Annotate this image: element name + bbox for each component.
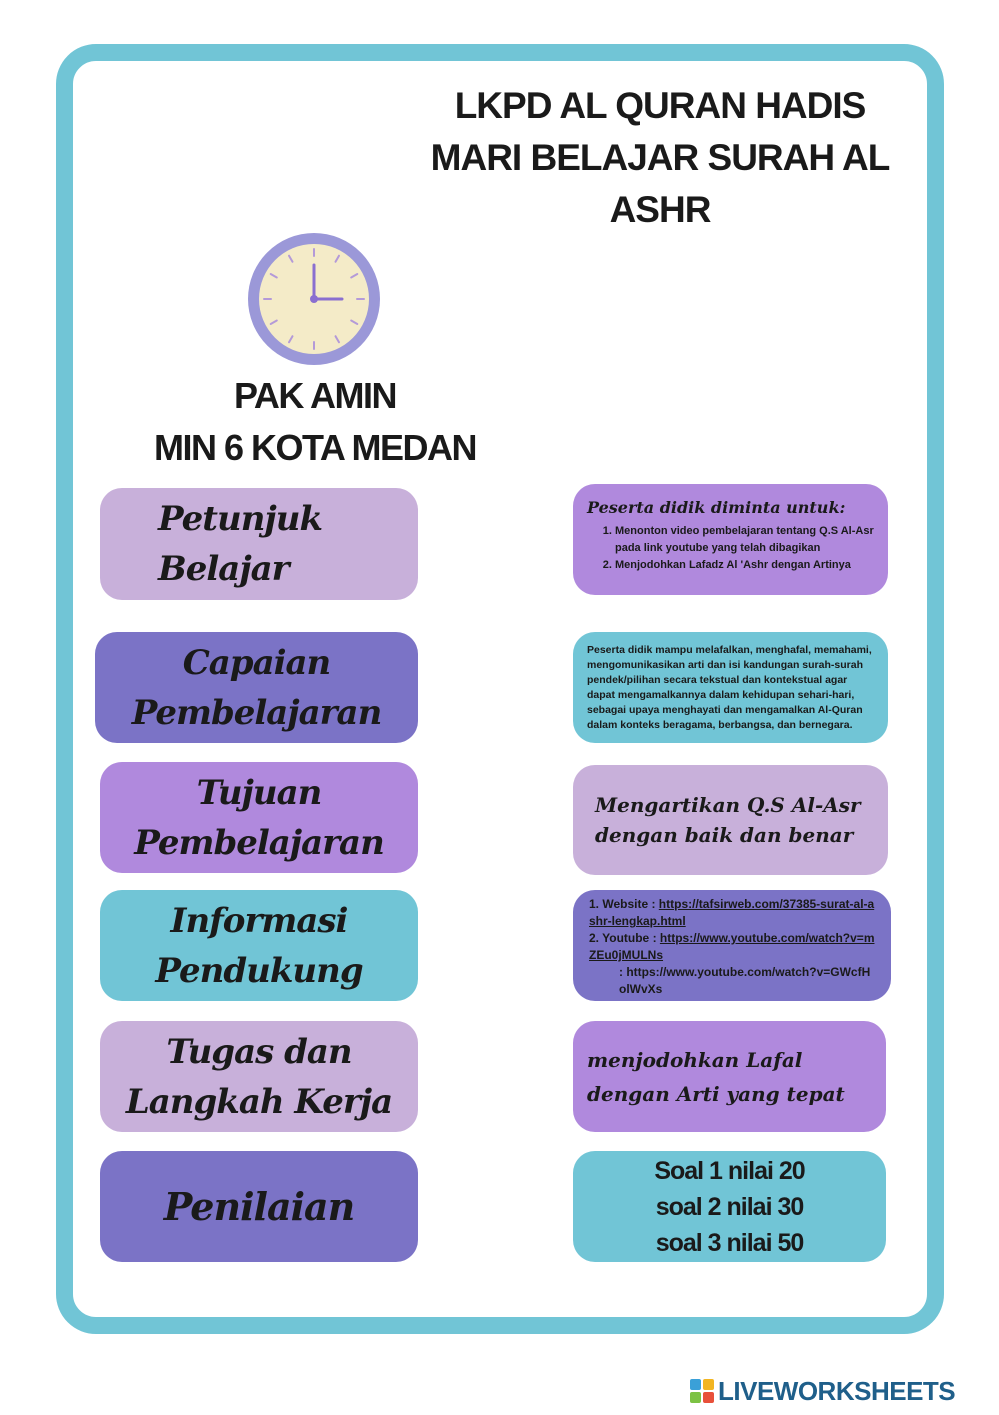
- score-line: soal 2 nilai 30: [655, 1192, 804, 1221]
- label-line: Capaian: [182, 642, 331, 683]
- label-penilaian: [100, 1151, 418, 1262]
- label-petunjuk-belajar: [100, 488, 418, 600]
- watermark: [690, 1376, 955, 1406]
- teacher-info: [110, 370, 520, 474]
- website-link[interactable]: https://tafsirweb.com/37385-surat-al-ashr-lengkap.html: [589, 897, 875, 928]
- label-line: Pendukung: [155, 950, 363, 991]
- youtube-link-2[interactable]: https://www.youtube.com/watch?v=GWcfHolWvXs: [619, 965, 871, 996]
- goal-line: dengan baik dan benar: [595, 823, 854, 847]
- watermark-text: LIVEWORKSHEETS: [718, 1375, 956, 1406]
- teacher-name: PAK AMIN: [234, 375, 396, 416]
- label-line: Penilaian: [163, 1183, 355, 1229]
- clock-icon: [246, 231, 382, 367]
- label-line: Pembelajaran: [134, 822, 384, 863]
- label-line: Tugas dan: [166, 1031, 352, 1072]
- task-line: menjodohkan Lafal: [587, 1047, 803, 1072]
- task-box: [573, 1021, 886, 1132]
- liveworksheets-logo-icon: [690, 1379, 714, 1403]
- instructions-heading: Peserta didik diminta untuk:: [587, 498, 846, 517]
- goal-line: Mengartikan Q.S Al-Asr: [595, 793, 861, 817]
- score-line: soal 3 nilai 50: [655, 1228, 804, 1257]
- label-tugas-langkah-kerja: [100, 1021, 418, 1132]
- title-line: ASHR: [609, 189, 711, 230]
- assessment-box: [573, 1151, 886, 1262]
- youtube-prefix: :: [619, 965, 627, 979]
- school-name: MIN 6 KOTA MEDAN: [154, 427, 476, 468]
- youtube-label: 2. Youtube :: [589, 931, 660, 945]
- list-item: 2. Menjodohkan Lafadz Al 'Ashr dengan Artinya: [615, 557, 874, 574]
- links-list: [589, 896, 875, 998]
- website-label: 1. Website :: [589, 897, 659, 911]
- learning-goal-box: [573, 765, 888, 875]
- label-line: Belajar: [158, 549, 289, 589]
- label-line: Petunjuk: [158, 499, 323, 539]
- label-line: Pembelajaran: [131, 692, 382, 733]
- youtube-link-row-2: [589, 964, 875, 998]
- title-line: LKPD AL QURAN HADIS: [454, 85, 866, 126]
- label-line: Informasi: [170, 900, 348, 941]
- website-link-row: [589, 896, 875, 930]
- score-line: Soal 1 nilai 20: [654, 1156, 805, 1185]
- title-line: MARI BELAJAR SURAH AL: [430, 137, 890, 178]
- learning-outcome-text: Peserta didik mampu melafalkan, menghafal, memahami, mengomunikasikan arti dan isi kandungan surah-surah pendek/pilihan secara tekstual dan kontekstual agar dapat mengamalkannya dalam kehidupan sehari-hari, sebagai upaya menghayati dan mengamalkan Al-Quran dalam konteks beragama, berbangsa, dan bernegara.: [587, 643, 872, 731]
- page-title: [420, 80, 900, 236]
- instructions-list: [587, 523, 874, 574]
- label-line: Langkah Kerja: [125, 1081, 393, 1122]
- task-line: dengan Arti yang tepat: [587, 1081, 845, 1106]
- label-tujuan-pembelajaran: [100, 762, 418, 873]
- label-informasi-pendukung: [100, 890, 418, 1001]
- supporting-info-box: [573, 890, 891, 1001]
- instructions-box: [573, 484, 888, 595]
- label-line: Tujuan: [196, 772, 322, 813]
- learning-outcome-box: [573, 632, 888, 743]
- youtube-link-1[interactable]: https://www.youtube.com/watch?v=mZEu0jMULNs: [589, 931, 875, 962]
- label-capaian-pembelajaran: [95, 632, 418, 743]
- youtube-link-row: [589, 930, 875, 964]
- list-item: 1. Menonton video pembelajaran tentang Q.S Al-Asr pada link youtube yang telah dibagikan: [615, 523, 874, 557]
